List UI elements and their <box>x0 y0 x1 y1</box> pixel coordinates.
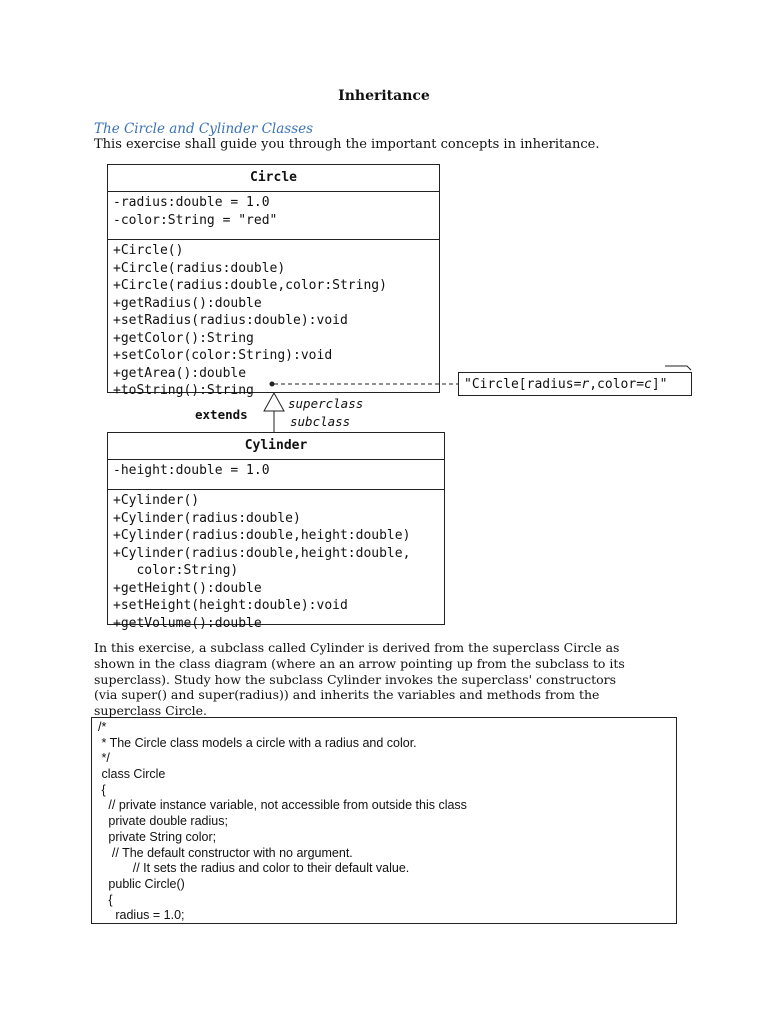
method: +setColor(color:String):void <box>113 348 333 363</box>
code-line: { <box>98 892 113 907</box>
note-r: r <box>581 377 590 392</box>
tostring-note <box>458 372 692 396</box>
note-suffix: ]" <box>651 377 668 392</box>
cylinder-attributes <box>108 460 444 490</box>
circle-class-name: Circle <box>108 165 439 192</box>
code-line: * The Circle class models a circle with a radius and color. <box>98 735 417 750</box>
code-line: // private instance variable, not accessible from outside this class <box>98 798 467 813</box>
superclass-label: superclass <box>288 396 364 411</box>
cylinder-methods <box>108 490 444 634</box>
note-middle: ,color= <box>589 377 645 392</box>
code-line: class Circle <box>98 767 166 782</box>
method: color:String) <box>113 563 239 578</box>
note-prefix: "Circle[radius= <box>464 377 582 392</box>
code-line: private String color; <box>98 829 217 844</box>
method: +setHeight(height:double):void <box>113 598 348 613</box>
method: +getVolume():double <box>113 615 262 631</box>
method: +toString():String <box>113 383 254 398</box>
method: +Cylinder() <box>113 493 200 508</box>
method: +Circle() <box>113 243 184 258</box>
explanation-paragraph <box>94 640 694 719</box>
section-heading: The Circle and Cylinder Classes <box>94 121 314 137</box>
method: +Cylinder(radius:double,height:double, <box>113 545 411 561</box>
paragraph-line: In this exercise, a subclass called Cylinder is derived from the superclass Circle as <box>94 640 620 655</box>
method: +Circle(radius:double) <box>113 260 286 276</box>
inheritance-arrowhead <box>264 393 284 411</box>
page-title: Inheritance <box>338 88 430 104</box>
attribute: -height:double = 1.0 <box>113 463 270 478</box>
method: +Circle(radius:double,color:String) <box>113 278 387 293</box>
code-line: */ <box>98 751 110 766</box>
note-c: c <box>644 377 652 392</box>
intro-text: This exercise shall guide you through the important concepts in inheritance. <box>94 137 600 152</box>
method: +Cylinder(radius:double,height:double) <box>113 528 411 543</box>
paragraph-line: superclass Circle. <box>94 703 208 719</box>
cylinder-class-box <box>107 432 445 631</box>
paragraph-line: shown in the class diagram (where an an arrow pointing up from the subclass to its <box>94 655 625 671</box>
cylinder-class-name: Cylinder <box>108 433 444 460</box>
connector-dot <box>270 382 275 387</box>
code-listing <box>91 717 677 924</box>
method: +Cylinder(radius:double) <box>113 510 301 526</box>
code-line: // It sets the radius and color to their default value. <box>98 861 410 876</box>
method: +getArea():double <box>113 365 247 381</box>
code-line: public Circle() <box>98 876 185 891</box>
attribute: -color:String = "red" <box>113 212 278 228</box>
code-line: private double radius; <box>98 814 228 829</box>
method: +setRadius(radius:double):void <box>113 313 348 328</box>
note-fold-corner <box>665 366 691 370</box>
attribute: -radius:double = 1.0 <box>113 195 270 210</box>
code-line: { <box>98 782 106 797</box>
code-line: radius = 1.0; <box>98 908 185 923</box>
paragraph-line: superclass). Study how the subclass Cylinder invokes the superclass' constructors <box>94 671 617 687</box>
method: +getColor():String <box>113 330 254 346</box>
paragraph-line: (via super() and super(radius)) and inherits the variables and methods from the <box>94 687 600 703</box>
method: +getRadius():double <box>113 295 262 311</box>
extends-label: extends <box>195 407 248 422</box>
subclass-label: subclass <box>290 414 351 429</box>
code-line: // The default constructor with no argument. <box>98 845 353 860</box>
method: +getHeight():double <box>113 580 262 596</box>
code-line: /* <box>98 720 107 734</box>
